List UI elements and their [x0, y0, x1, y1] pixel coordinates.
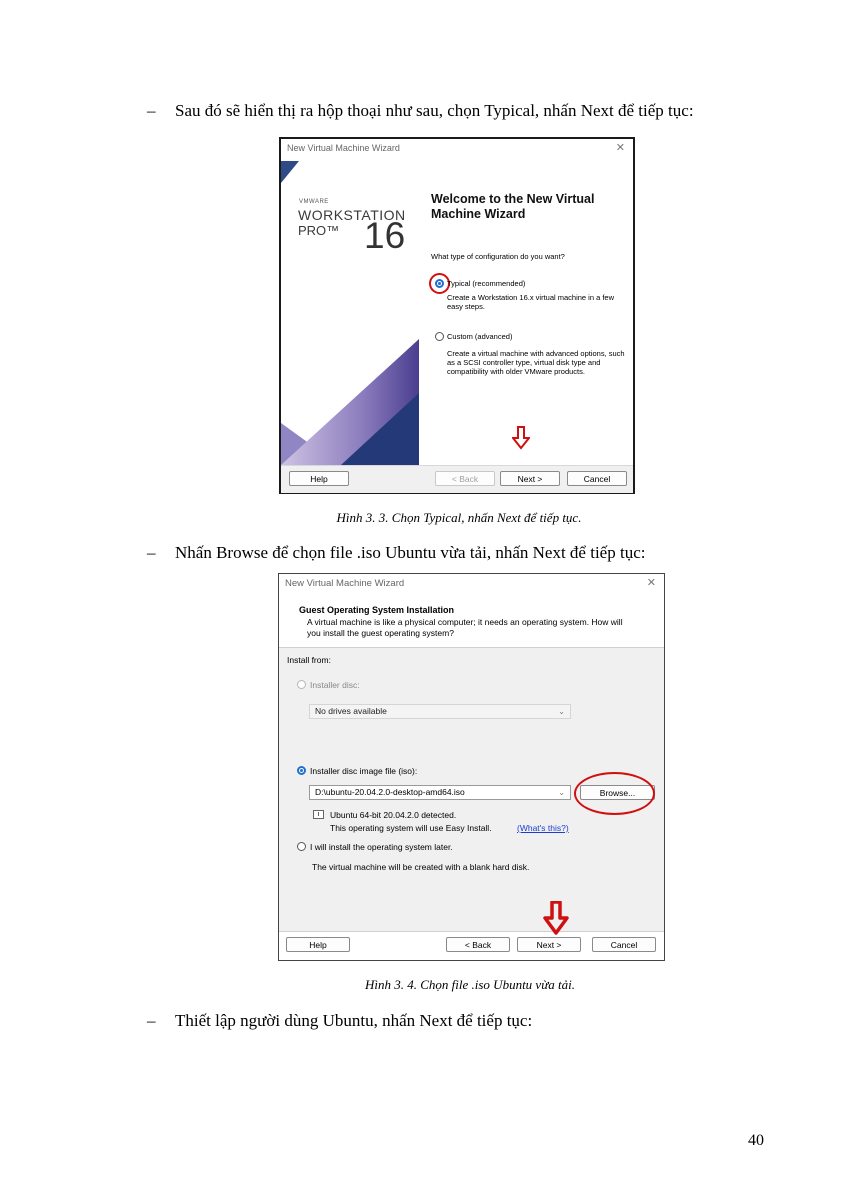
- close-icon[interactable]: ✕: [615, 142, 625, 154]
- easy-install-text: This operating system will use Easy Install.: [330, 823, 492, 833]
- iso-path-value: D:\ubuntu-20.04.2.0-desktop-amd64.iso: [315, 787, 465, 797]
- chevron-down-icon: ⌄: [558, 788, 565, 797]
- custom-description: Create a virtual machine with advanced options, such as a SCSI controller type, virtual disk type and compatibility with older VMware products.: [447, 349, 625, 376]
- install-later-label[interactable]: I will install the operating system later.: [310, 842, 453, 852]
- brand-edition: PRO™: [298, 223, 340, 238]
- welcome-heading: Welcome to the New Virtual Machine Wizard: [431, 192, 595, 221]
- next-button[interactable]: Next >: [500, 471, 560, 486]
- brand-version: 16: [364, 215, 406, 256]
- info-icon: [313, 810, 324, 819]
- disc-drive-select[interactable]: [309, 704, 571, 719]
- browse-annotation-ellipse: [574, 772, 655, 815]
- install-from-label: Install from:: [287, 655, 331, 665]
- bullet-dash: –: [147, 1011, 156, 1030]
- caption-1: Hình 3. 3. Chọn Typical, nhấn Next để tiếp tục.: [336, 510, 582, 525]
- custom-radio[interactable]: [435, 332, 444, 341]
- bullet-3-text: Thiết lập người dùng Ubuntu, nhấn Next để tiếp tục:: [175, 1011, 533, 1030]
- cancel-button[interactable]: Cancel: [592, 937, 656, 952]
- next-button[interactable]: Next >: [517, 937, 581, 952]
- vmware-brand-panel: [281, 161, 419, 465]
- disc-drive-value: No drives available: [315, 706, 387, 716]
- section-title: Guest Operating System Installation: [299, 605, 455, 615]
- arrow-down-icon: [543, 901, 569, 935]
- bullet-1-text: Sau đó sẽ hiển thị ra hộp thoại như sau, chọn Typical, nhấn Next để tiếp tục:: [175, 101, 694, 120]
- installer-disc-radio[interactable]: [297, 680, 306, 689]
- typical-description: Create a Workstation 16.x virtual machine in a few easy steps.: [447, 293, 615, 311]
- close-icon[interactable]: ✕: [646, 577, 656, 589]
- iso-radio[interactable]: [297, 766, 306, 775]
- dialog-title: New Virtual Machine Wizard: [287, 143, 400, 153]
- brand-vmware: VMWARE: [299, 199, 329, 205]
- brand-product: WORKSTATION: [298, 207, 406, 223]
- detected-text: Ubuntu 64-bit 20.04.2.0 detected.: [330, 810, 457, 820]
- help-button[interactable]: Help: [289, 471, 349, 486]
- page-number: 40: [748, 1132, 764, 1149]
- browse-label: Browse...: [599, 788, 636, 798]
- whats-this-link[interactable]: (What's this?): [517, 823, 569, 833]
- iso-path-select[interactable]: [309, 785, 571, 800]
- install-later-radio[interactable]: [297, 842, 306, 851]
- installer-disc-label[interactable]: Installer disc:: [310, 680, 360, 690]
- typical-label[interactable]: Typical (recommended): [447, 279, 526, 288]
- caption-2: Hình 3. 4. Chọn file .iso Ubuntu vừa tải.: [364, 977, 576, 992]
- wizard-guest-os-dialog: [278, 573, 665, 961]
- dialog-title: New Virtual Machine Wizard: [285, 578, 405, 589]
- wizard-welcome-dialog: [279, 137, 635, 494]
- back-button[interactable]: < Back: [435, 471, 495, 486]
- arrow-down-icon: [512, 426, 530, 450]
- custom-label[interactable]: Custom (advanced): [447, 332, 513, 341]
- config-question: What type of configuration do you want?: [431, 252, 565, 261]
- section-description: A virtual machine is like a physical computer; it needs an operating system. How will you install the guest operating system?: [307, 617, 623, 638]
- chevron-down-icon: ⌄: [558, 707, 565, 716]
- iso-label[interactable]: Installer disc image file (iso):: [310, 766, 418, 776]
- bullet-dash: –: [147, 101, 156, 120]
- help-button[interactable]: Help: [286, 937, 350, 952]
- install-later-description: The virtual machine will be created with a blank hard disk.: [312, 862, 530, 872]
- back-button[interactable]: < Back: [446, 937, 510, 952]
- cancel-button[interactable]: Cancel: [567, 471, 627, 486]
- bullet-2-text: Nhấn Browse để chọn file .iso Ubuntu vừa tải, nhấn Next để tiếp tục:: [175, 543, 646, 562]
- bullet-dash: –: [147, 543, 156, 562]
